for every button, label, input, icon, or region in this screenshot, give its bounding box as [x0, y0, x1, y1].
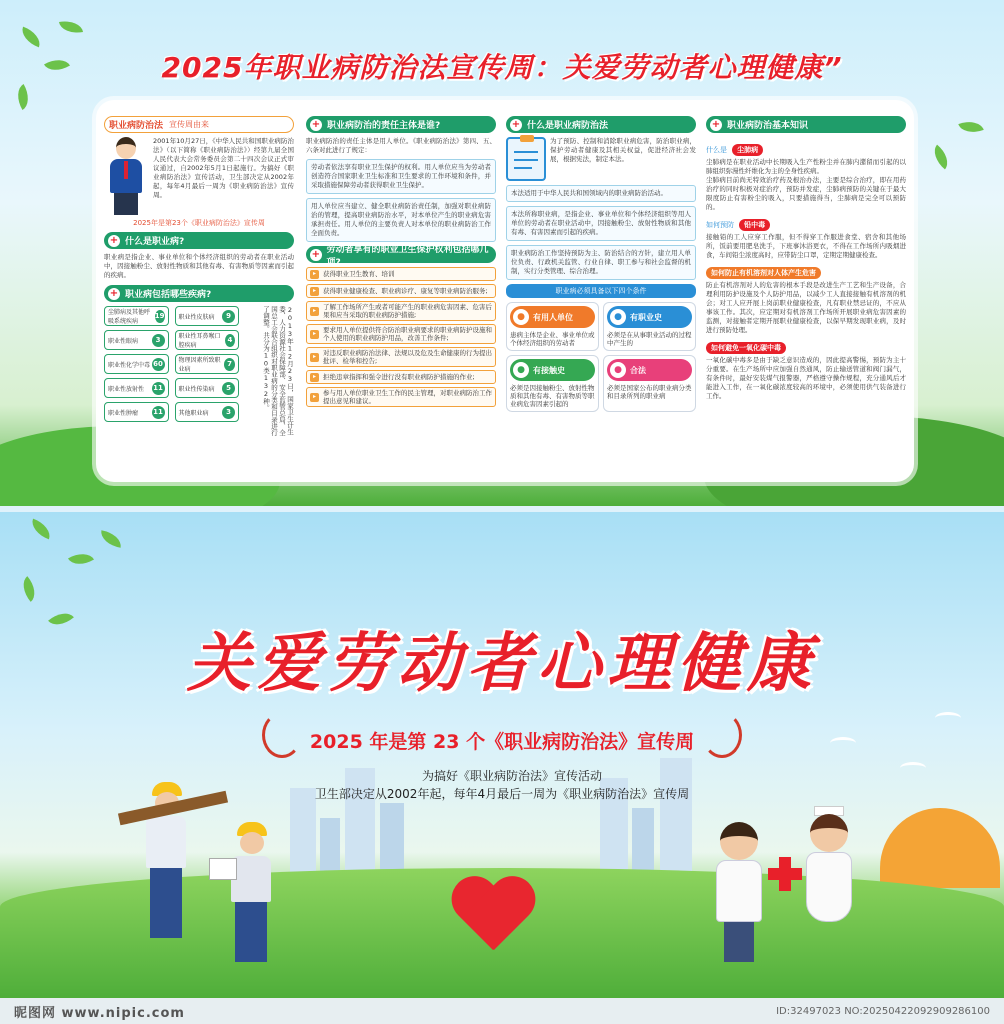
what-text: 职业病是指企业、事业单位和个体经济组织的劳动者在职业活动中，因接触粉尘、放射性物质和其他有毒、有害物质等因素而引起的疾病。	[104, 253, 294, 279]
red-cross-icon	[768, 857, 802, 891]
leaf-decoration	[928, 145, 954, 170]
leaf-decoration	[59, 18, 83, 36]
right-item	[306, 267, 496, 281]
watermark-bar	[0, 998, 1004, 1024]
bullet-icon: ▸	[310, 393, 319, 402]
what-header	[104, 232, 294, 249]
watermark-left: 昵图网 www.nipic.com	[14, 1005, 185, 1021]
origin-text: 2001年10月27日，《中华人民共和国职业病防治法》（以下简称《职业病防治法》）经第九届全国人民代表大会常务委员会第二十四次会议正式审议通过，自2002年5月1日起施行。为搞好《职业病防治法》宣传活动，卫生部决定从2002年起，每年4月最后一周为《职业病防治法》宣传周。	[153, 137, 294, 199]
disease-count: 11	[152, 382, 165, 395]
right-item	[306, 324, 496, 344]
disease-item	[104, 378, 169, 398]
disease-count: 3	[222, 406, 235, 419]
condition-desc: 必须是因接触粉尘、放射性物质和其他有毒、有害物质等职业病危害因素引起的	[510, 384, 595, 408]
condition-desc: 必须是在从事职业活动的过程中产生的	[607, 331, 692, 347]
column-responsibility	[306, 116, 496, 410]
disease-count: 3	[152, 334, 165, 347]
leaf-decoration	[958, 117, 983, 138]
conditions-grid	[506, 302, 696, 412]
disease-count: 7	[224, 358, 235, 371]
condition-card	[506, 355, 599, 412]
right-item	[306, 370, 496, 384]
origin-tag: 职业病防治法	[109, 121, 164, 131]
right-text: 了解工作场所产生或者可能产生的职业病危害因素、危害后果和应当采取的职业病防护措施;	[323, 303, 492, 319]
info-line-2: 卫生部决定从2002年起，每年4月最后一周为《职业病防治法》宣传周	[314, 787, 690, 801]
disease-count: 5	[222, 382, 235, 395]
disease-name: 职业性眼病	[108, 337, 139, 345]
dove-icon	[830, 737, 856, 749]
law-header	[506, 116, 696, 133]
right-text: 拒绝违章指挥和强令进行没有职业病防护措施的作业;	[323, 373, 475, 381]
disease-item	[104, 402, 169, 422]
info-line-1: 为搞好《职业病防治法》宣传活动	[421, 769, 602, 783]
people-icon: ●	[610, 309, 626, 325]
law-box-2: 本法所称职业病，是指企业、事业单位和个体经济组织等用人单位的劳动者在职业活动中，因接触粉尘、放射性物质和其他有毒、有害因素而引起的疾病。	[506, 206, 696, 241]
condition-badge	[607, 359, 692, 381]
knowledge-header	[706, 116, 906, 133]
disease-name: 职业性肿瘤	[108, 409, 139, 417]
condition-card	[603, 355, 696, 412]
pneumoconiosis-text: 尘肺病是在职业活动中长期吸入生产性粉尘并在肺内潴留而引起的以肺组织弥漫性纤维化为主的全身性疾病。	[706, 158, 906, 175]
origin-caption: 2025年是第23个《职业病防治法》宣传周	[133, 219, 265, 227]
condition-desc: 患病主体是企业、事业单位或个体经济组织的劳动者	[510, 331, 595, 347]
watermark-right: ID:32497023 NO:20250422092909286100	[776, 1005, 990, 1017]
right-text: 要求用人单位提供符合防治职业病要求的职业病防护设施和个人使用的职业病防护用品，改善工作条件;	[323, 326, 492, 342]
bullet-icon: ▸	[310, 330, 319, 339]
bullet-icon: ▸	[310, 373, 319, 382]
rights-header	[306, 244, 496, 268]
disease-count: 4	[225, 334, 235, 347]
disease-item	[175, 354, 240, 374]
heart-icon	[448, 878, 538, 958]
responsibility-header	[306, 116, 496, 133]
q1-tag: 尘肺病	[732, 144, 763, 156]
q2-prefix: 如何预防	[706, 221, 734, 229]
condition-badge	[510, 359, 595, 381]
co-question: 如何避免一氧化碳中毒	[706, 342, 786, 354]
top-panel	[0, 0, 1004, 506]
pneumoconiosis-text-2: 尘肺病目前尚无特效治疗药及根治办法，主要是综合治疗，即在用药治疗的同时积极对症治疗，预防并发症，尘肺病预防的关键在于最大限度防止有害粉尘的吸入，只要措施得当，尘肺病是完全可以预防的。	[706, 176, 906, 211]
lead-question	[706, 212, 906, 233]
disease-count: 9	[222, 310, 235, 323]
presenter-illustration	[104, 137, 148, 215]
condition-card	[506, 302, 599, 351]
doctor-illustration	[710, 822, 770, 972]
plus-icon: +	[311, 119, 321, 130]
disease-item	[104, 354, 169, 374]
bullet-icon: ▸	[310, 307, 319, 316]
responsibility-box-1: 劳动者依法享有职业卫生保护的权利。用人单位应当为劳动者创造符合国家职业卫生标准和卫生要求的工作环境和条件，并采取措施保障劳动者获得职业卫生保护。	[306, 159, 496, 194]
disease-count: 11	[152, 406, 165, 419]
column-origin	[104, 116, 294, 441]
law-intro-block	[506, 137, 696, 181]
disease-name: 职业性放射性	[108, 385, 145, 393]
dove-icon	[935, 712, 961, 724]
column-knowledge	[706, 116, 906, 401]
bullet-icon: ▸	[310, 287, 319, 296]
disease-item	[175, 330, 240, 350]
leaf-decoration	[17, 576, 42, 602]
plus-icon: +	[711, 119, 721, 130]
co-text: 一氧化碳中毒多是由于缺乏意识造成的，因此提高警惕，预防为主十分重要。在生产场所中应加强自然通风，防止输送管道和阀门漏气，有条件时，最好安装煤气报警器，严格遵守操作规程，充分通风后才能进入工作，在一氧化碳浓度较高的环境中，必须使用供气装备进行工作。	[706, 356, 906, 400]
plus-icon: +	[311, 249, 320, 260]
disease-block	[104, 306, 294, 441]
origin-sub: 宣传周由来	[169, 120, 210, 129]
plus-icon: +	[109, 288, 119, 299]
law-header-label: 什么是职业病防治法	[527, 121, 609, 131]
right-text: 获得职业健康检查、职业病诊疗、康复等职业病防治服务;	[323, 287, 488, 295]
what-header-label: 什么是职业病?	[125, 237, 185, 247]
responsibility-header-label: 职业病防治的责任主体是谁?	[327, 121, 441, 131]
bullet-icon: ▸	[310, 270, 319, 279]
condition-label: 有接触史	[533, 365, 565, 375]
main-subtitle: 2025 年是第 23 个《职业病防治法》宣传周	[309, 731, 695, 753]
right-text: 对违反职业病防治法律、法规以及危及生命健康的行为提出批评、检举和控告;	[323, 349, 492, 365]
plus-icon: +	[109, 235, 119, 246]
pneumoconiosis-question	[706, 137, 906, 158]
building-icon: ●	[513, 309, 529, 325]
condition-label: 有职业史	[630, 312, 662, 322]
law-box-1: 本法适用于中华人民共和国领域内的职业病防治活动。	[506, 185, 696, 202]
plus-icon: +	[511, 119, 521, 130]
disease-item	[175, 402, 240, 422]
lead-text: 接触铅的工人应穿工作服，但不得穿工作服进食堂、宿舍和其他场所，饭前要用肥皂洗手，下班事沐浴更衣，不得在工作场所内吸烟进食，车间铅尘浓度高时，应带防尘口罩，定期定期健康检查。	[706, 233, 906, 259]
rights-list	[306, 267, 496, 407]
right-item	[306, 284, 496, 298]
disease-item	[104, 306, 169, 326]
disease-grid	[104, 306, 239, 422]
disease-item	[175, 306, 240, 326]
condition-label: 有用人单位	[533, 312, 573, 322]
include-header-label: 职业病包括哪些疾病?	[125, 290, 212, 300]
right-item	[306, 347, 496, 367]
main-title: 关爱劳动者心理健康	[187, 627, 817, 701]
include-header	[104, 285, 294, 302]
disease-item	[175, 378, 240, 398]
responsibility-text: 职业病防治的责任主体是用人单位。《职业病防治法》第四、五、六条对此进行了规定：	[306, 137, 496, 154]
leaf-decoration	[68, 547, 94, 570]
condition-badge	[510, 306, 595, 328]
clipboard-icon	[506, 137, 546, 181]
bullet-icon: ▸	[310, 353, 319, 362]
bottom-panel	[0, 512, 1004, 998]
condition-badge	[607, 306, 692, 328]
disease-name: 尘肺病及其他呼吸系统疾病	[108, 309, 151, 325]
leaf-decoration	[11, 84, 34, 110]
leaf-decoration	[28, 519, 53, 540]
q1-prefix: 什么是	[706, 146, 727, 154]
column-law	[506, 116, 696, 412]
document-icon: ●	[610, 362, 626, 378]
law-intro: 为了预防、控制和消除职业病危害，防治职业病，保护劳动者健康及其相关权益，促进经济社会发展，根据宪法，制定本法。	[550, 137, 696, 163]
leaf-decoration	[18, 27, 43, 48]
house-building	[880, 808, 1000, 888]
disease-name: 职业性传染病	[178, 385, 215, 393]
knowledge-header-label: 职业病防治基本知识	[727, 121, 809, 131]
right-text: 参与用人单位职业卫生工作的民主管理，对职业病防治工作提出意见和建议。	[323, 389, 492, 405]
disease-name: 职业性皮肤病	[178, 313, 215, 321]
law-box-3: 职业病防治工作坚持预防为主、防治结合的方针，建立用人单位负责、行政机关监管、行业自律、职工参与和社会监督的机制，实行分类管理、综合治理。	[506, 245, 696, 280]
leaf-decoration	[99, 530, 123, 548]
dove-icon	[900, 762, 926, 774]
condition-card	[603, 302, 696, 351]
condition-desc: 必须是国家公布的职业病分类和目录所列的职业病	[607, 384, 692, 400]
right-item	[306, 301, 496, 321]
disease-item	[104, 330, 169, 350]
worker-carrying-illustration	[140, 782, 210, 952]
responsibility-box-2: 用人单位应当建立、健全职业病防治责任制，加强对职业病防治的管理，提高职业病防治水平，对本单位产生的职业病危害承担责任。用人单位的主要负责人对本单位的职业病防治工作全面负责。	[306, 198, 496, 242]
classification-note: 2013年12月23日，国家卫生计生委、人力资源社会保障部、安全监管总局、全国总工会联合组织对职业病的分类和目录进行了调整。共分为10类132种。	[262, 306, 294, 436]
q2-tag: 铅中毒	[739, 219, 770, 231]
disease-name: 其他职业病	[178, 409, 209, 417]
conditions-header: 职业病必须具备以下四个条件	[506, 284, 696, 298]
origin-block	[104, 137, 294, 215]
solvent-question: 如何防止有机溶剂对人体产生危害	[706, 267, 821, 279]
disease-count: 19	[155, 310, 165, 323]
condition-label: 合法	[630, 365, 646, 375]
rights-header-label: 劳动者享有的职业卫生保护权利包括哪几项?	[326, 244, 489, 268]
right-text: 获得职业卫生教育、培训	[323, 270, 395, 278]
disease-name: 物理因素所致职业病	[178, 357, 221, 373]
worker-reading-illustration	[225, 822, 285, 972]
right-item	[306, 387, 496, 407]
top-title: 2025年职业病防治法宣传周：关爱劳动者心理健康”	[161, 51, 843, 84]
disease-count: 60	[152, 358, 165, 371]
origin-header	[104, 116, 294, 133]
disease-name: 职业性耳鼻喉口腔疾病	[178, 333, 221, 349]
solvent-text: 防止有机溶剂对人的危害的根本手段是改进生产工艺和生产设备，合理利用防护设施及个人防护用品，以减少工人直接接触有机溶剂的机会；对工人应开展上岗前职业健康检查，凡有职业禁忌证的，不应从事该工作。其次，应定期对有机溶剂工作场所开展职业病危害因素的监测，对接触者定期开展职业健康检查，以保早期发现职业病，及时进行预防处理。	[706, 281, 906, 334]
disease-name: 职业性化学中毒	[108, 361, 151, 369]
shield-icon: ●	[513, 362, 529, 378]
nurse-illustration	[800, 812, 860, 962]
